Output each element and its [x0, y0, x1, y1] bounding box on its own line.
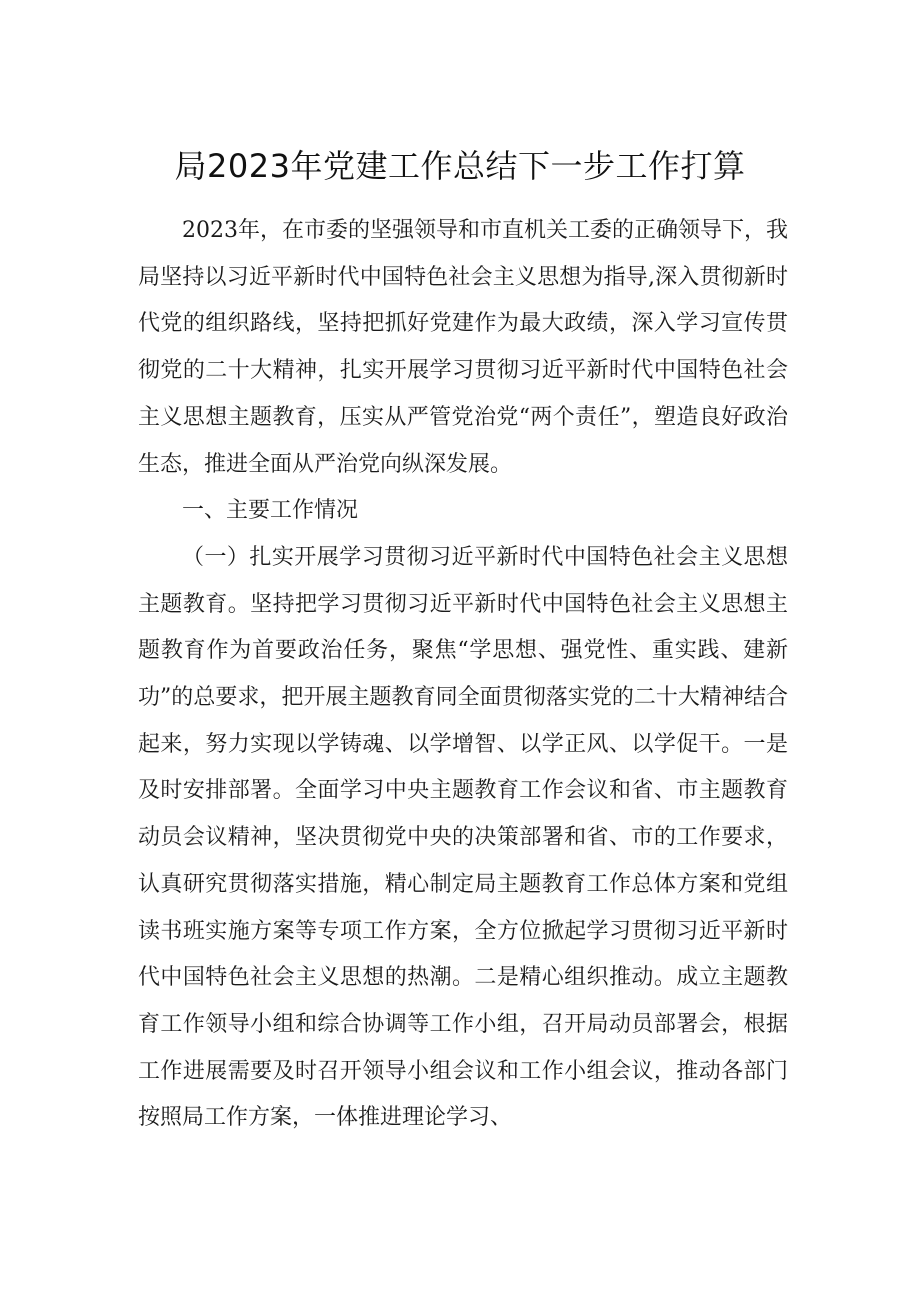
subsection-paragraph: （一）扎实开展学习贯彻习近平新时代中国特色社会主义思想主题教育。坚持把学习贯彻习近平新时代中国特色社会主义思想主题教育作为首要政治任务，聚焦“学思想、强党性、重实践、建新功”的总要求，把开展主题教育同全面贯彻落实党的二十大精神结合起来，努力实现以学铸魂、以学增智、以学正风、以学促干。一是及时安排部署。全面学习中央主题教育工作会议和省、市主题教育动员会议精神，坚决贯彻党中央的决策部署和省、市的工作要求，认真研究贯彻落实措施，精心制定局主题教育工作总体方案和党组读书班实施方案等专项工作方案，全方位掀起学习贯彻习近平新时代中国特色社会主义思想的热潮。二是精心组织推动。成立主题教育工作领导小组和综合协调等工作小组，召开局动员部署会，根据工作进展需要及时召开领导小组会议和工作小组会议，推动各部门按照局工作方案，一体推进理论学习、 [138, 544, 788, 1131]
document-body [138, 208, 788, 1142]
document-title: 局2023年党建工作总结下一步工作打算 [174, 147, 746, 185]
section-heading: 一、主要工作情况 [182, 498, 359, 524]
intro-paragraph: 2023年，在市委的坚强领导和市直机关工委的正确领导下，我局坚持以习近平新时代中国特色社会主义思想为指导,深入贯彻新时代党的组织路线，坚持把抓好党建作为最大政绩，深入学习宣传贯彻党的二十大精神，扎实开展学习贯彻习近平新时代中国特色社会主义思想主题教育，压实从严管党治党“两个责任”，塑造良好政治生态，推进全面从严治党向纵深发展。 [138, 218, 788, 477]
